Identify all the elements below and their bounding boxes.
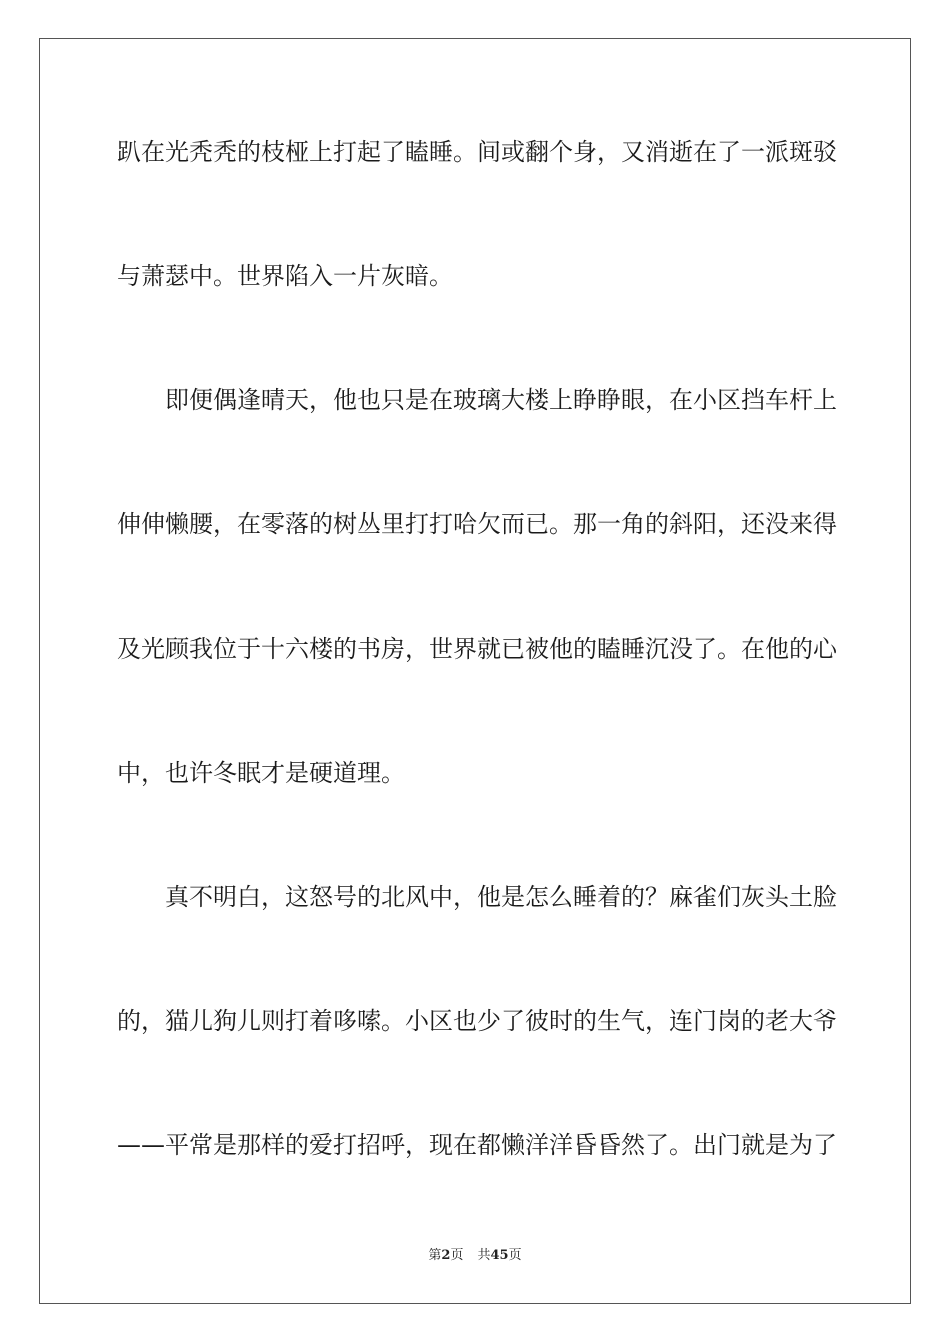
text-line: 伸伸懒腰，在零落的树丛里打打哈欠而已。那一角的斜阳，还没来得: [117, 510, 837, 538]
paragraph-first-line: 即便偶逢晴天，他也只是在玻璃大楼上睁睁眼，在小区挡车杆上: [165, 386, 837, 414]
text-line: 及光顾我位于十六楼的书房，世界就已被他的瞌睡沉没了。在他的心: [117, 635, 837, 663]
text-line: 与萧瑟中。世界陷入一片灰暗。: [117, 262, 453, 290]
text-line: 趴在光秃秃的枝桠上打起了瞌睡。间或翻个身，又消逝在了一派斑驳: [117, 138, 837, 166]
page-border: [39, 38, 911, 1304]
text-line: 中，也许冬眠才是硬道理。: [117, 759, 405, 787]
page-label-suffix: 页: [450, 1248, 464, 1263]
paragraph-first-line: 真不明白，这怒号的北风中，他是怎么睡着的？麻雀们灰头土脸: [165, 883, 837, 911]
page-label-prefix: 第: [428, 1248, 442, 1263]
total-label-prefix: 共: [477, 1248, 491, 1263]
text-line: ——平常是那样的爱打招呼，现在都懒洋洋昏昏然了。出门就是为了: [117, 1131, 837, 1159]
total-label-suffix: 页: [508, 1248, 522, 1263]
text-line: 的，猫儿狗儿则打着哆嗦。小区也少了彼时的生气，连门岗的老大爷: [117, 1007, 837, 1035]
page-number: 2: [441, 1248, 451, 1263]
total-pages: 45: [490, 1248, 509, 1263]
page-footer: [0, 1247, 950, 1265]
